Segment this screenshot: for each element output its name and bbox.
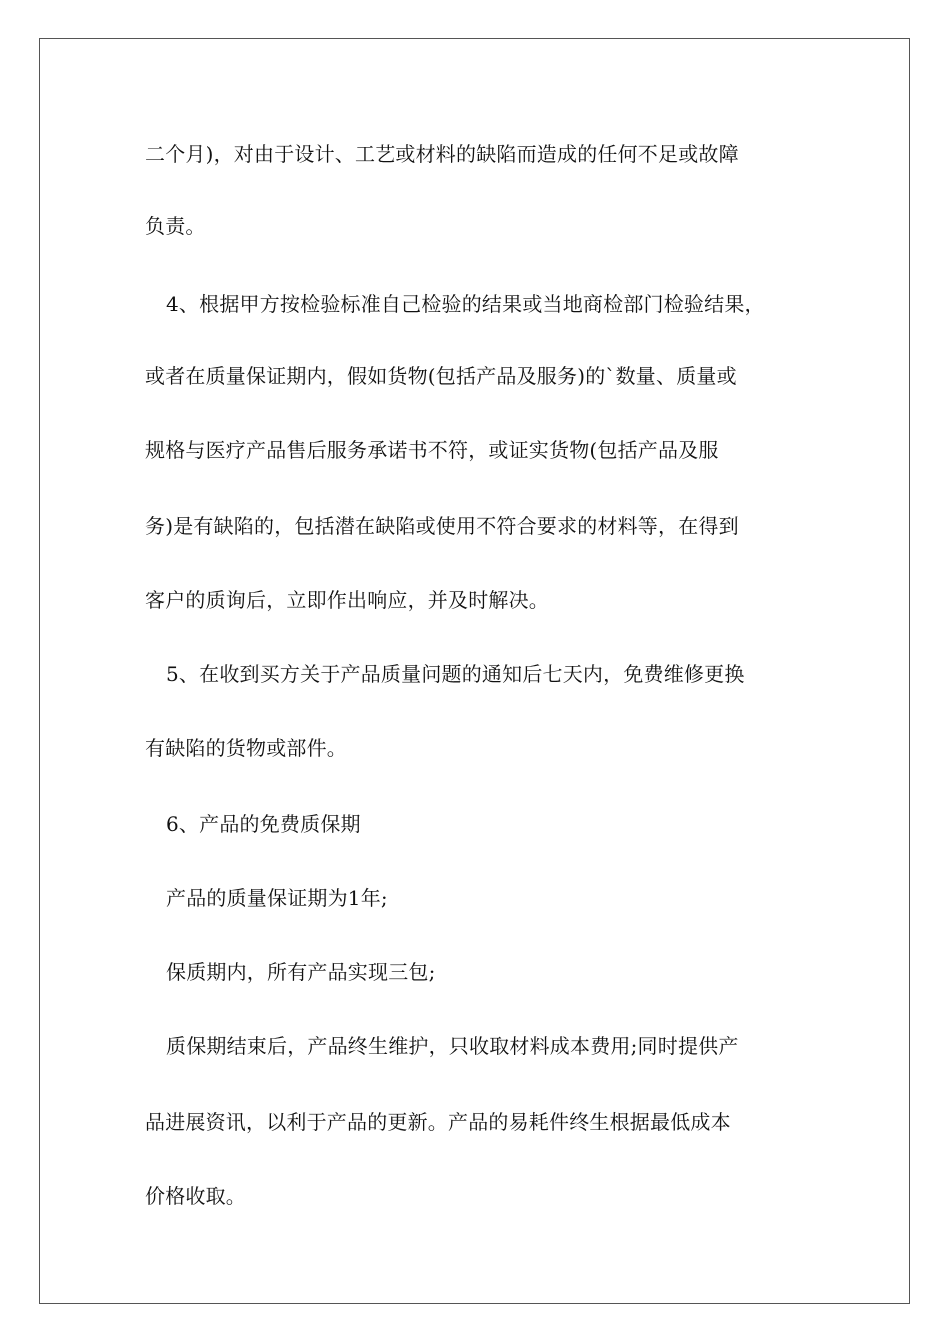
text-line-2: 负责。 (145, 214, 206, 238)
text-line-9: 有缺陷的货物或部件。 (145, 736, 347, 760)
text-line-12: 保质期内，所有产品实现三包; (166, 960, 436, 984)
text-line-1: 二个月)，对由于设计、工艺或材料的缺陷而造成的任何不足或故障 (145, 142, 739, 166)
text-line-7: 客户的质询后，立即作出响应，并及时解决。 (145, 588, 549, 612)
text-line-10: 6、产品的免费质保期 (166, 812, 361, 836)
text-line-4: 或者在质量保证期内，假如货物(包括产品及服务)的`数量、质量或 (145, 364, 737, 388)
text-line-14: 品进展资讯，以利于产品的更新。产品的易耗件终生根据最低成本 (145, 1110, 731, 1134)
text-line-5: 规格与医疗产品售后服务承诺书不符，或证实货物(包括产品及服 (145, 438, 719, 462)
text-line-13: 质保期结束后，产品终生维护，只收取材料成本费用;同时提供产 (166, 1034, 739, 1058)
text-line-15: 价格收取。 (145, 1184, 246, 1208)
text-line-8: 5、在收到买方关于产品质量问题的通知后七天内，免费维修更换 (166, 662, 745, 686)
text-line-11: 产品的质量保证期为1年; (166, 886, 388, 910)
text-line-3: 4、根据甲方按检验标准自己检验的结果或当地商检部门检验结果， (166, 292, 765, 316)
text-line-6: 务)是有缺陷的，包括潜在缺陷或使用不符合要求的材料等，在得到 (145, 514, 739, 538)
